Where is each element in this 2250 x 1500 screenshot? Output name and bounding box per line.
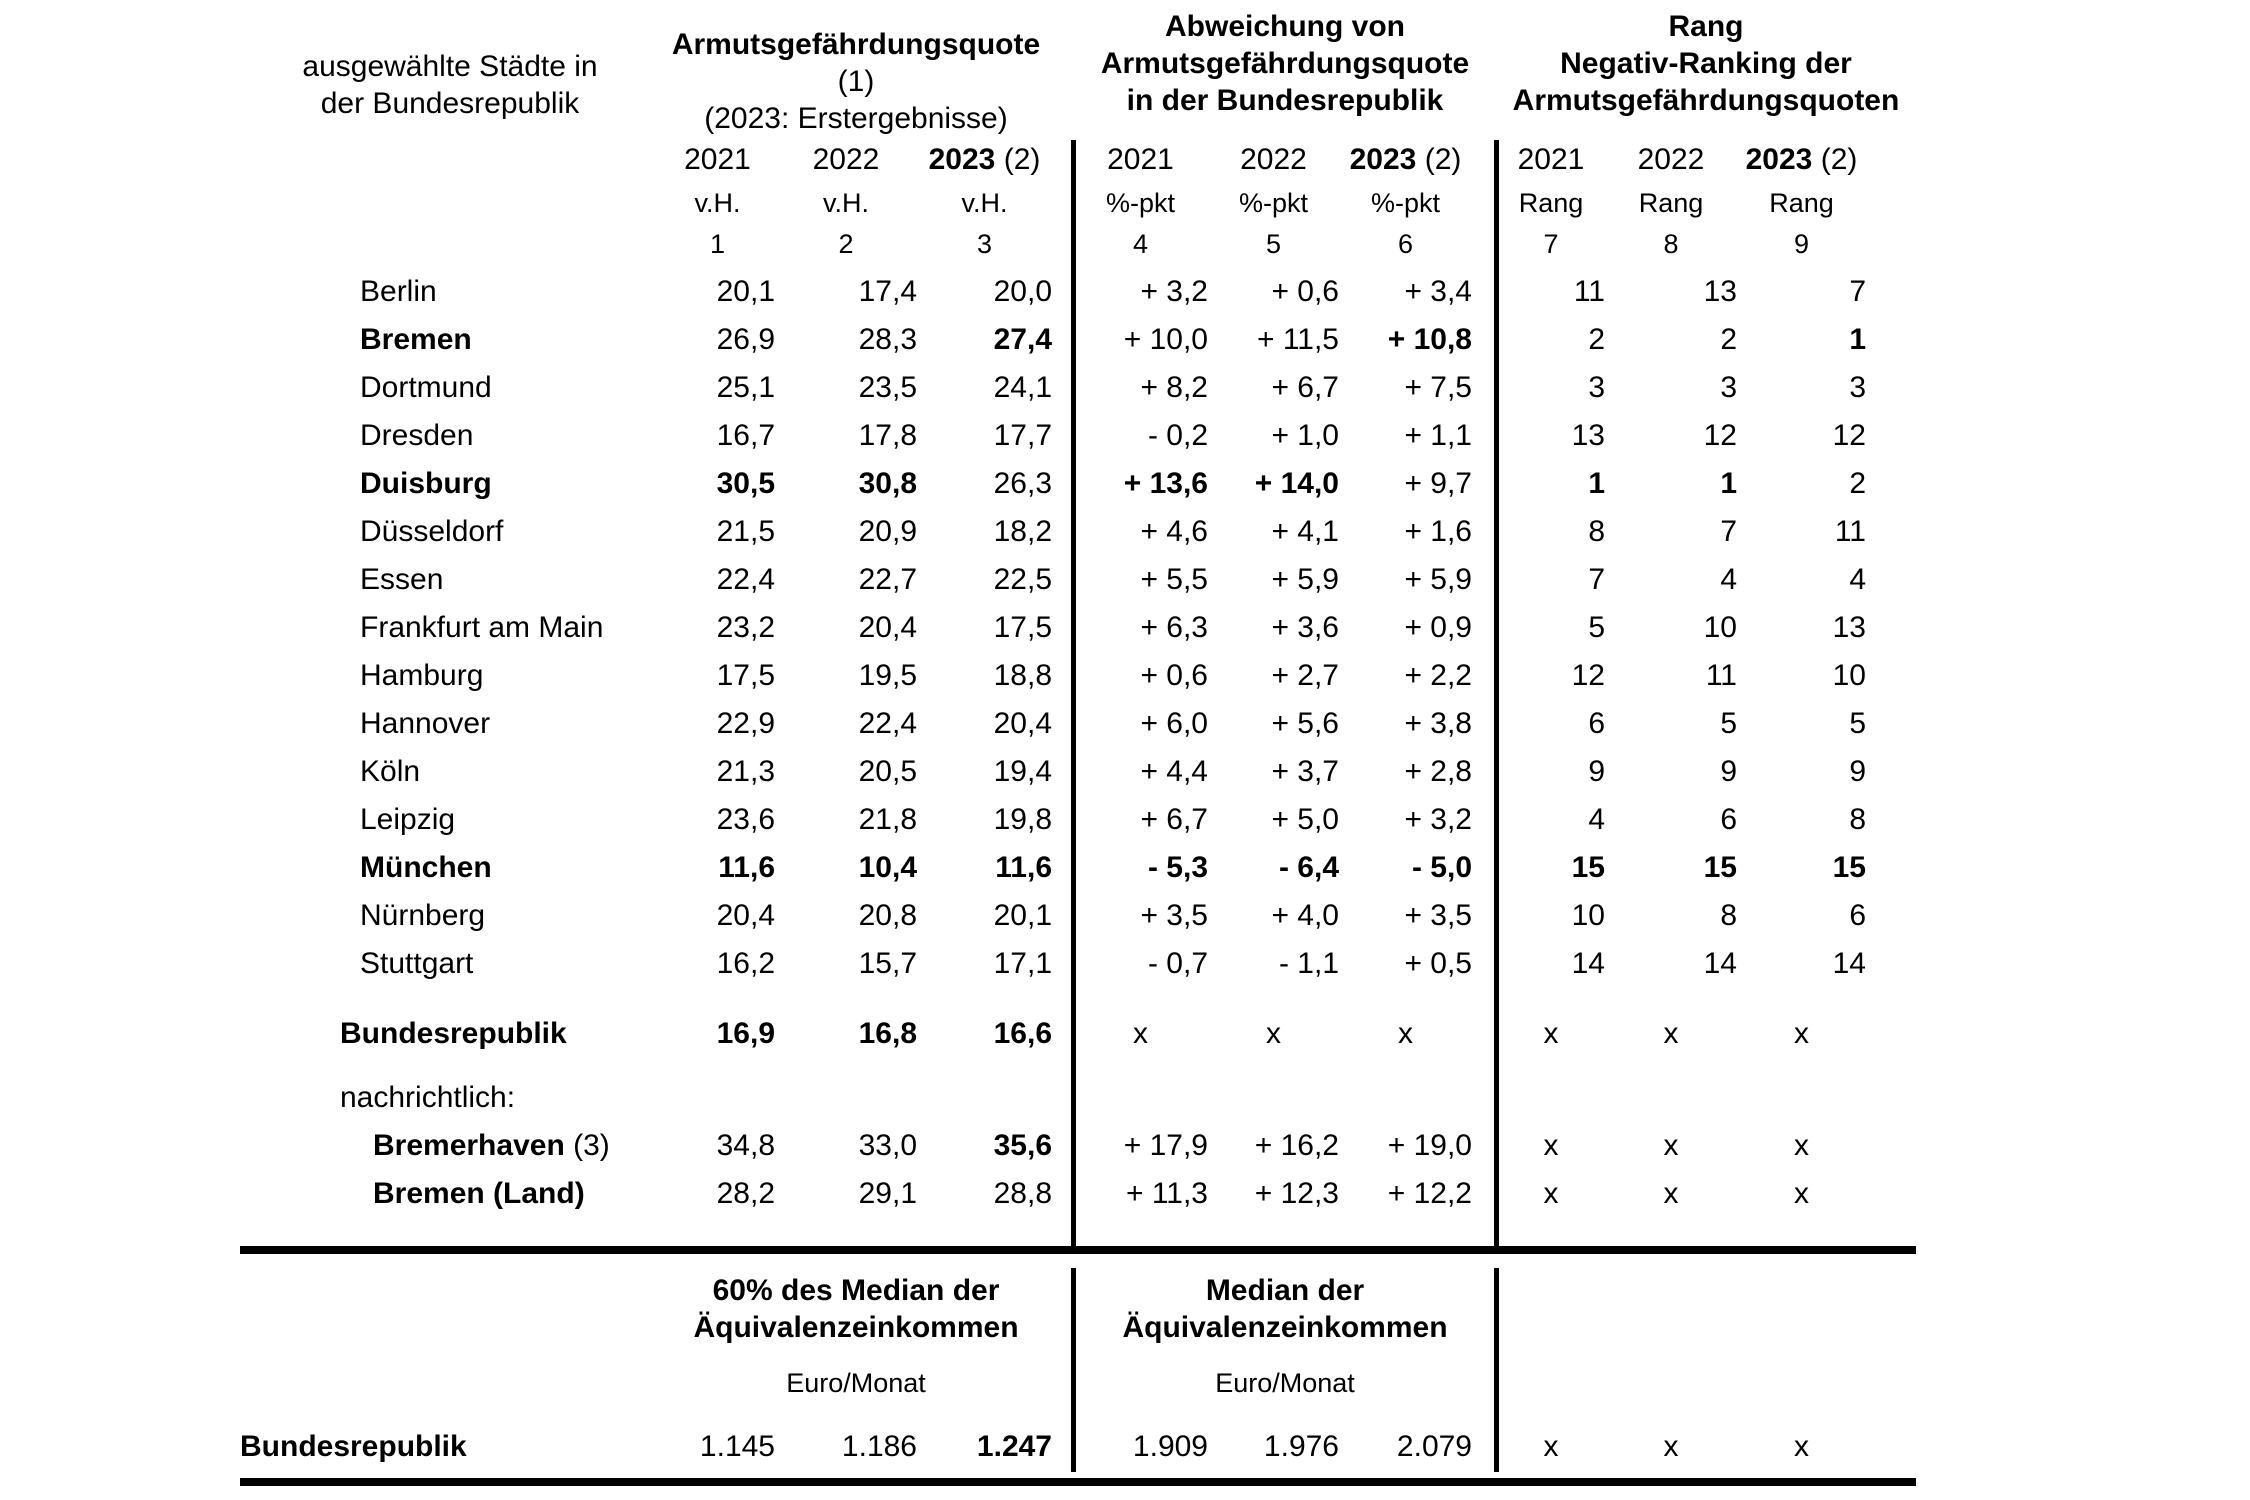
- unit-header: v.H.: [694, 187, 741, 218]
- cell-rate-2022: 17,4: [858, 275, 917, 308]
- cell-rank-2021: 1: [1588, 467, 1605, 500]
- row-label: Bremerhaven (3): [373, 1129, 610, 1162]
- cell-rank-2021: 2: [1588, 323, 1605, 356]
- cell-rank-2022: 6: [1720, 803, 1737, 836]
- divider-group2-group3: [1494, 140, 1499, 1246]
- cell-deviation-2023: + 2,2: [1404, 659, 1472, 692]
- table-row: [240, 1074, 1915, 1122]
- cell-rank-2021: 7: [1588, 563, 1605, 596]
- cell-rate-2022: 23,5: [858, 371, 917, 404]
- cell-rank-2022: 10: [1703, 611, 1737, 644]
- cell-rank-2023: 8: [1849, 803, 1866, 836]
- cell-rate-2022: 30,8: [858, 467, 917, 500]
- table-row: [240, 844, 1915, 892]
- row-label: Bundesrepublik: [240, 1430, 467, 1463]
- unit-header: %-pkt: [1370, 187, 1441, 218]
- cell-rate-2023: 16,6: [993, 1017, 1052, 1050]
- table-row: [240, 1170, 1915, 1218]
- group1-title-line1: Armutsgefährdungsquote (1): [671, 28, 1041, 98]
- group1-title: [660, 26, 1052, 137]
- cell-rate-2021: 22,4: [716, 563, 775, 596]
- group2-title: [1073, 8, 1497, 119]
- unit-header: Rang: [1518, 187, 1584, 218]
- cell-rank-2023: x: [1794, 1129, 1809, 1162]
- table-row: [240, 556, 1915, 604]
- year-header: 2021: [1107, 143, 1174, 176]
- cell-rate-2022: 20,4: [858, 611, 917, 644]
- column-number: 1: [709, 228, 726, 259]
- cell-rate-2023: 17,7: [993, 419, 1052, 452]
- cell-rank-2023: 3: [1849, 371, 1866, 404]
- cell-deviation-2023: + 0,9: [1404, 611, 1472, 644]
- cell-rate-2023: 19,8: [993, 803, 1052, 836]
- year-header: 2023 (2): [1745, 143, 1858, 176]
- table-row: [240, 1010, 1915, 1058]
- row-label: Essen: [360, 563, 444, 596]
- row-label: Bremen: [360, 323, 472, 356]
- cell-rank-2022: 1: [1720, 467, 1737, 500]
- cell-rate-2021: 17,5: [716, 659, 775, 692]
- cell-deviation-2021: + 6,7: [1140, 803, 1208, 836]
- cell-rank-2022: 4: [1720, 563, 1737, 596]
- cell-rate-2023: 22,5: [993, 563, 1052, 596]
- cell-rate-2022: 15,7: [858, 947, 917, 980]
- cell-rank-2023: x: [1794, 1430, 1809, 1463]
- cell-rate-2023: 20,1: [993, 899, 1052, 932]
- cell-deviation-2022: + 3,6: [1271, 611, 1339, 644]
- cell-deviation-2023: + 3,2: [1404, 803, 1472, 836]
- divider-group1-group2: [1071, 140, 1076, 1246]
- cell-deviation-2022: + 3,7: [1271, 755, 1339, 788]
- cell-deviation-2021: x: [1133, 1017, 1148, 1050]
- years-row: [240, 138, 1915, 182]
- row-label: Dortmund: [360, 371, 492, 404]
- cell-rank-2022: 12: [1703, 419, 1737, 452]
- cell-deviation-2023: + 12,2: [1387, 1177, 1472, 1210]
- table-row: [240, 268, 1915, 316]
- column-number: 6: [1397, 228, 1414, 259]
- footer-row: [240, 1424, 1915, 1470]
- cell-deviation-2023: + 3,5: [1404, 899, 1472, 932]
- cell-rate-2022: 1.186: [841, 1430, 917, 1463]
- cell-rank-2022: 2: [1720, 323, 1737, 356]
- cell-rate-2021: 16,2: [716, 947, 775, 980]
- cell-deviation-2021: + 3,2: [1140, 275, 1208, 308]
- cell-rank-2021: 6: [1588, 707, 1605, 740]
- row-label: Frankfurt am Main: [360, 611, 604, 644]
- cell-rank-2021: x: [1543, 1129, 1559, 1162]
- row-label-header-line1: ausgewählte Städte in: [302, 50, 598, 83]
- cell-deviation-2021: + 5,5: [1140, 563, 1208, 596]
- cell-rate-2023: 28,8: [993, 1177, 1052, 1210]
- cell-rank-2021: 11: [1573, 275, 1605, 308]
- cell-deviation-2022: + 4,1: [1271, 515, 1339, 548]
- footer-section1-unit: Euro/Monat: [786, 1368, 926, 1398]
- table-row: [240, 508, 1915, 556]
- cell-deviation-2021: + 0,6: [1140, 659, 1208, 692]
- year-header: 2023 (2): [1349, 143, 1462, 176]
- cell-rate-2021: 23,6: [716, 803, 775, 836]
- cell-rate-2022: 33,0: [858, 1129, 917, 1162]
- cell-rank-2023: 15: [1832, 851, 1866, 884]
- group2-title-line2: Armutsgefährdungsquote: [1100, 47, 1470, 80]
- cell-rate-2023: 17,5: [993, 611, 1052, 644]
- cell-rank-2023: 7: [1849, 275, 1866, 308]
- cell-deviation-2022: + 1,0: [1271, 419, 1339, 452]
- year-header: 2022: [812, 143, 880, 176]
- cell-rank-2021: 13: [1571, 419, 1605, 452]
- cell-deviation-2022: + 5,0: [1271, 803, 1339, 836]
- cell-rate-2022: 20,5: [858, 755, 917, 788]
- horizontal-rule-middle: [240, 1246, 1916, 1254]
- cell-rate-2022: 22,4: [858, 707, 917, 740]
- cell-rate-2021: 16,9: [716, 1017, 775, 1050]
- cell-deviation-2021: + 13,6: [1123, 467, 1208, 500]
- table-row: [240, 1122, 1915, 1170]
- cell-deviation-2022: + 14,0: [1254, 467, 1339, 500]
- cell-deviation-2021: + 8,2: [1140, 371, 1208, 404]
- row-label-header-line2: der Bundesrepublik: [320, 87, 580, 120]
- cell-rate-2021: 30,5: [716, 467, 775, 500]
- cell-deviation-2021: + 4,4: [1140, 755, 1208, 788]
- units-row: [240, 184, 1915, 222]
- row-label: nachrichtlich:: [340, 1081, 516, 1114]
- cell-deviation-2021: + 3,5: [1140, 899, 1208, 932]
- footer-section2-title: Median der Äquivalenzeinkommen: [1122, 1274, 1448, 1344]
- cell-deviation-2021: + 4,6: [1140, 515, 1208, 548]
- year-header: 2022: [1637, 143, 1705, 176]
- cell-rate-2023: 11,6: [995, 851, 1052, 884]
- cell-deviation-2022: + 5,6: [1271, 707, 1339, 740]
- table-row: [240, 364, 1915, 412]
- cell-deviation-2022: + 0,6: [1271, 275, 1339, 308]
- cell-rate-2023: 20,4: [993, 707, 1052, 740]
- cell-rank-2022: 11: [1705, 659, 1737, 692]
- cell-rate-2021: 22,9: [716, 707, 775, 740]
- cell-rate-2021: 21,5: [716, 515, 775, 548]
- cell-rate-2021: 26,9: [716, 323, 775, 356]
- cell-rate-2023: 18,8: [993, 659, 1052, 692]
- cell-rank-2023: 6: [1849, 899, 1866, 932]
- cell-rate-2021: 1.145: [699, 1430, 775, 1463]
- group3-title-line2: Negativ-Ranking der: [1560, 47, 1852, 80]
- row-label: Berlin: [360, 275, 437, 308]
- cell-rate-2022: 21,8: [858, 803, 917, 836]
- cell-rank-2022: x: [1663, 1430, 1679, 1463]
- cell-rate-2023: 19,4: [993, 755, 1052, 788]
- row-label: Leipzig: [360, 803, 456, 836]
- cell-rank-2021: 4: [1588, 803, 1605, 836]
- cell-rank-2022: 15: [1703, 851, 1737, 884]
- cell-rank-2023: 5: [1849, 707, 1866, 740]
- cell-rate-2022: 17,8: [858, 419, 917, 452]
- cell-rate-2023: 20,0: [993, 275, 1052, 308]
- cell-rank-2023: x: [1794, 1017, 1809, 1050]
- cell-deviation-2021: + 6,3: [1140, 611, 1208, 644]
- cell-rank-2021: 3: [1588, 371, 1605, 404]
- cell-deviation-2022: + 4,0: [1271, 899, 1339, 932]
- cell-rank-2023: 9: [1849, 755, 1866, 788]
- cell-deviation-2022: - 1,1: [1278, 947, 1339, 980]
- group3-title-line1: Rang: [1668, 10, 1744, 43]
- divider-group2-group3-bottom: [1494, 1268, 1499, 1472]
- cell-deviation-2023: + 5,9: [1404, 563, 1472, 596]
- cell-rank-2021: 5: [1588, 611, 1605, 644]
- cell-rank-2021: x: [1543, 1430, 1559, 1463]
- cell-rank-2022: 3: [1720, 371, 1737, 404]
- cell-rate-2022: 10,4: [858, 851, 917, 884]
- group2-title-line1: Abweichung von: [1165, 10, 1405, 43]
- cell-deviation-2023: + 2,8: [1404, 755, 1472, 788]
- row-label: Dresden: [360, 419, 474, 452]
- cell-rank-2023: 2: [1849, 467, 1866, 500]
- column-number: 8: [1663, 228, 1679, 259]
- unit-header: Rang: [1638, 187, 1704, 218]
- cell-deviation-2022: + 2,7: [1271, 659, 1339, 692]
- cell-rate-2022: 19,5: [858, 659, 917, 692]
- row-label: Düsseldorf: [360, 515, 504, 548]
- row-label: Bundesrepublik: [340, 1017, 567, 1050]
- horizontal-rule-bottom: [240, 1478, 1916, 1486]
- table-row: [240, 940, 1915, 988]
- group3-title-line3: Armutsgefährdungsquoten: [1512, 84, 1900, 117]
- cell-rate-2021: 21,3: [716, 755, 775, 788]
- row-label: Bremen (Land): [373, 1177, 585, 1210]
- cell-deviation-2021: + 6,0: [1140, 707, 1208, 740]
- cell-deviation-2023: 2.079: [1396, 1430, 1472, 1463]
- table-row: [240, 460, 1915, 508]
- cell-rate-2022: 22,7: [858, 563, 917, 596]
- cell-rate-2023: 26,3: [993, 467, 1052, 500]
- cell-rank-2021: 14: [1571, 947, 1605, 980]
- cell-deviation-2022: + 16,2: [1254, 1129, 1339, 1162]
- cell-deviation-2023: + 3,4: [1404, 275, 1472, 308]
- row-label: München: [360, 851, 492, 884]
- cell-deviation-2022: 1.976: [1263, 1430, 1339, 1463]
- table-row: [240, 796, 1915, 844]
- column-number: 4: [1132, 228, 1149, 259]
- column-number: 2: [838, 228, 854, 259]
- cell-rank-2022: 14: [1703, 947, 1737, 980]
- unit-header: v.H.: [961, 187, 1008, 218]
- table-row: [240, 892, 1915, 940]
- unit-header: Rang: [1769, 187, 1834, 218]
- column-number: 3: [976, 228, 993, 259]
- cell-rate-2023: 27,4: [993, 323, 1052, 356]
- cell-rank-2023: 11: [1834, 515, 1866, 548]
- cell-deviation-2023: + 1,6: [1404, 515, 1472, 548]
- cell-rank-2023: 4: [1849, 563, 1866, 596]
- unit-header: %-pkt: [1105, 187, 1176, 218]
- cell-deviation-2021: + 11,3: [1125, 1177, 1208, 1210]
- table-row: [240, 604, 1915, 652]
- cell-deviation-2022: + 11,5: [1256, 323, 1339, 356]
- cell-deviation-2023: + 7,5: [1404, 371, 1472, 404]
- cell-deviation-2021: - 0,7: [1147, 947, 1208, 980]
- cell-deviation-2022: - 6,4: [1278, 851, 1339, 884]
- cell-rank-2021: 10: [1571, 899, 1605, 932]
- cell-rate-2023: 24,1: [993, 371, 1052, 404]
- table-body: [240, 268, 1915, 1218]
- row-label-header: [240, 48, 660, 122]
- cell-deviation-2022: + 5,9: [1271, 563, 1339, 596]
- year-header: 2021: [684, 143, 751, 176]
- cell-rank-2023: x: [1794, 1177, 1809, 1210]
- column-numbers-row: [240, 224, 1915, 264]
- cell-deviation-2021: 1.909: [1132, 1430, 1208, 1463]
- cell-rank-2022: 9: [1720, 755, 1737, 788]
- cell-deviation-2021: + 17,9: [1123, 1129, 1208, 1162]
- cell-deviation-2021: - 0,2: [1147, 419, 1208, 452]
- row-label: Köln: [360, 755, 421, 788]
- unit-header: v.H.: [823, 187, 869, 218]
- table-row: [240, 316, 1915, 364]
- cell-rank-2023: 13: [1832, 611, 1866, 644]
- footer-section1-title: 60% des Median der Äquivalenzeinkommen: [693, 1274, 1019, 1344]
- cell-rate-2021: 34,8: [716, 1129, 775, 1162]
- group1-title-line2: (2023: Erstergebnisse): [704, 102, 1008, 135]
- cell-rate-2023: 1.247: [976, 1430, 1052, 1463]
- cell-rank-2023: 1: [1849, 323, 1866, 356]
- cell-rate-2023: 18,2: [993, 515, 1052, 548]
- footer-section2-unit: Euro/Monat: [1215, 1368, 1355, 1398]
- cell-deviation-2022: + 6,7: [1271, 371, 1339, 404]
- row-label: Nürnberg: [360, 899, 486, 932]
- cell-deviation-2021: - 5,3: [1147, 851, 1208, 884]
- cell-rank-2023: 10: [1832, 659, 1866, 692]
- cell-deviation-2023: + 3,8: [1404, 707, 1472, 740]
- cell-rank-2022: 8: [1720, 899, 1737, 932]
- cell-rate-2022: 28,3: [858, 323, 917, 356]
- row-label: Duisburg: [360, 467, 492, 500]
- cell-rank-2021: x: [1543, 1017, 1559, 1050]
- cell-rank-2022: 5: [1720, 707, 1737, 740]
- cell-rank-2021: 15: [1571, 851, 1605, 884]
- row-label: Hamburg: [360, 659, 484, 692]
- row-label: Hannover: [360, 707, 491, 740]
- divider-group1-group2-bottom: [1071, 1268, 1076, 1472]
- cell-deviation-2023: - 5,0: [1411, 851, 1472, 884]
- cell-deviation-2023: + 10,8: [1387, 323, 1472, 356]
- column-number: 5: [1265, 228, 1282, 259]
- cell-rate-2023: 35,6: [993, 1129, 1052, 1162]
- cell-deviation-2023: + 9,7: [1404, 467, 1472, 500]
- cell-rate-2021: 23,2: [716, 611, 775, 644]
- table-row: [240, 652, 1915, 700]
- cell-deviation-2021: + 10,0: [1123, 323, 1208, 356]
- cell-rank-2022: x: [1663, 1177, 1679, 1210]
- cell-rate-2021: 16,7: [716, 419, 775, 452]
- cell-rank-2021: 8: [1588, 515, 1605, 548]
- year-header: 2023 (2): [928, 143, 1041, 176]
- row-label: Stuttgart: [360, 947, 474, 980]
- cell-rate-2022: 20,8: [858, 899, 917, 932]
- column-number: 7: [1543, 228, 1559, 259]
- cell-rate-2022: 29,1: [858, 1177, 917, 1210]
- cell-deviation-2023: + 19,0: [1387, 1129, 1472, 1162]
- cell-rank-2022: 13: [1703, 275, 1737, 308]
- group3-title: [1497, 8, 1915, 119]
- cell-rate-2021: 25,1: [716, 371, 775, 404]
- cell-rank-2021: 9: [1588, 755, 1605, 788]
- column-number: 9: [1793, 228, 1810, 259]
- cell-rate-2021: 11,6: [718, 851, 775, 884]
- cell-rank-2023: 14: [1832, 947, 1866, 980]
- cell-rank-2023: 12: [1832, 419, 1866, 452]
- table-row: [240, 700, 1915, 748]
- year-header: 2022: [1240, 143, 1307, 176]
- table-row: [240, 748, 1915, 796]
- cell-deviation-2022: x: [1266, 1017, 1281, 1050]
- cell-rate-2021: 20,4: [716, 899, 775, 932]
- group2-title-line3: in der Bundesrepublik: [1126, 84, 1444, 117]
- cell-rank-2022: x: [1663, 1129, 1679, 1162]
- cell-rank-2021: 12: [1571, 659, 1605, 692]
- cell-deviation-2023: x: [1398, 1017, 1413, 1050]
- cell-rate-2022: 16,8: [858, 1017, 917, 1050]
- year-header: 2021: [1517, 143, 1585, 176]
- unit-header: %-pkt: [1238, 187, 1309, 218]
- cell-rate-2021: 28,2: [716, 1177, 775, 1210]
- table-row: [240, 412, 1915, 460]
- cell-rank-2022: 7: [1720, 515, 1737, 548]
- cell-deviation-2023: + 1,1: [1404, 419, 1472, 452]
- cell-rate-2022: 20,9: [858, 515, 917, 548]
- cell-deviation-2023: + 0,5: [1404, 947, 1472, 980]
- cell-rate-2021: 20,1: [716, 275, 775, 308]
- cell-rank-2021: x: [1543, 1177, 1559, 1210]
- cell-deviation-2022: + 12,3: [1254, 1177, 1339, 1210]
- cell-rate-2023: 17,1: [993, 947, 1052, 980]
- cell-rank-2022: x: [1663, 1017, 1679, 1050]
